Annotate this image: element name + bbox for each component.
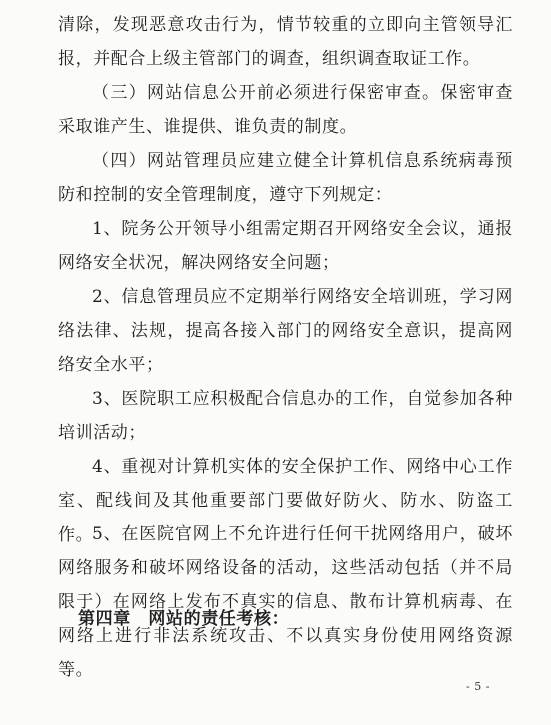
paragraph-section-4: （四）网站管理员应建立健全计算机信息系统病毒预防和控制的安全管理制度，遵守下列规定：	[58, 151, 513, 205]
paragraph-rule-3: 3、医院职工应积极配合信息办的工作，自觉参加各种培训活动；	[58, 389, 513, 443]
paragraph-section-3: （三）网站信息公开前必须进行保密审查。保密审查采取谁产生、谁提供、谁负责的制度。	[58, 83, 513, 137]
paragraph-rule-1: 1、院务公开领导小组需定期召开网络安全会议，通报网络安全状况，解决网络安全问题；	[58, 219, 513, 273]
page-number: - 5 -	[466, 680, 490, 693]
paragraph-continuation: 清除，发现恶意攻击行为，情节较重的立即向主管领导汇报，并配合上级主管部门的调查，组织调查取证工作。	[58, 15, 513, 69]
paragraph-rule-4: 4、重视对计算机实体的安全保护工作、网络中心工作室、配线间及其他重要部门要做好防火、防水、防盗工作。	[58, 457, 513, 545]
paragraph-rule-5: 5、在医院官网上不允许进行任何干扰网络用户，破坏网络服务和破坏网络设备的活动，这些活动包括（并不局限于）在网络上发布不真实的信息、散布计算机病毒、在网络上进行非法系统攻击、不以真实身份使用网络资源等。	[58, 524, 513, 680]
paragraph-rule-2: 2、信息管理员应不定期举行网络安全培训班，学习网络法律、法规，提高各接入部门的网络安全意识，提高网络安全水平；	[58, 287, 513, 375]
chapter-heading: 第四章 网站的责任考核：	[78, 609, 290, 629]
